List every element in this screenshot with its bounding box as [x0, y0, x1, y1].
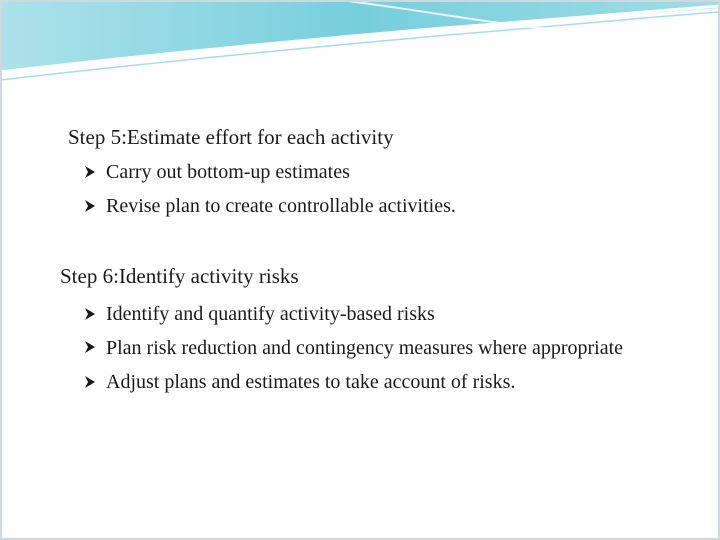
- step6-label: Step 6: [60, 264, 114, 288]
- arrow-bullet-icon: [82, 306, 98, 322]
- bullet-text: Carry out bottom-up estimates: [106, 161, 350, 183]
- list-item: [80, 155, 456, 189]
- step6-heading: [60, 263, 299, 289]
- arrow-bullet-icon: [82, 164, 98, 180]
- bullet-text: Adjust plans and estimates to take account of risks.: [106, 371, 516, 393]
- step5-label: Step 5: [68, 125, 122, 149]
- list-item: [80, 189, 456, 223]
- step5-heading: [68, 124, 394, 150]
- step6-bullet-list: [80, 297, 626, 399]
- list-item: [80, 331, 626, 365]
- step5-bullet-list: [80, 155, 456, 223]
- bullet-text: Revise plan to create controllable activities.: [106, 195, 456, 217]
- list-item: [80, 365, 626, 399]
- bullet-text: Plan risk reduction and contingency measures where appropriate: [106, 337, 624, 359]
- list-item: [80, 297, 626, 331]
- arrow-bullet-icon: [82, 339, 98, 355]
- arrow-bullet-icon: [82, 198, 98, 214]
- step6-heading-text: :Identify activity risks: [113, 264, 299, 288]
- step5-heading-text: :Estimate effort for each activity: [121, 125, 394, 149]
- bullet-text: Identify and quantify activity-based risks: [106, 303, 435, 325]
- arrow-bullet-icon: [82, 374, 98, 390]
- header-swoosh-decoration: [0, 0, 720, 90]
